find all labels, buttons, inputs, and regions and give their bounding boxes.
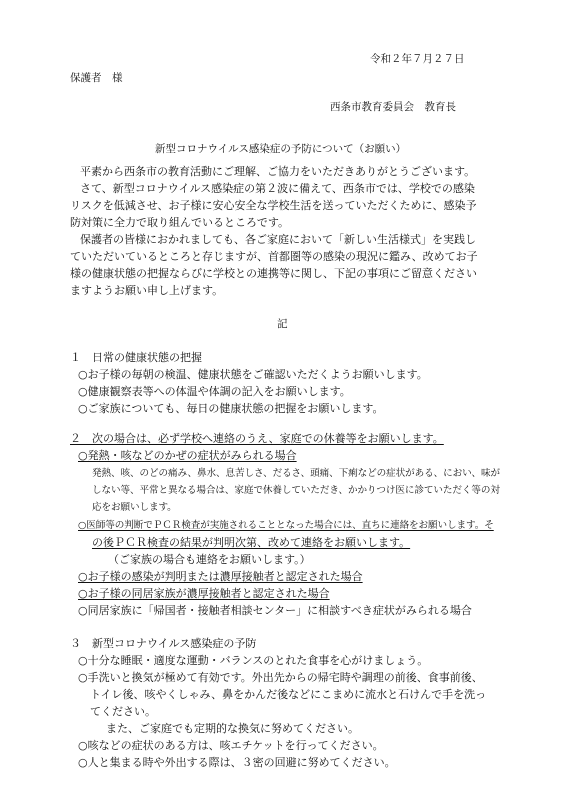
section-2-detail: しない等、平常と異なる場合は、家庭で休養していただき、かかりつけ医に診ていただく等の対 <box>92 485 500 496</box>
section-1-heading: １ 日常の健康状態の把握 <box>70 351 202 364</box>
intro-line: 様の健康状態の把握ならびに学校との連携等に関し、下記の事項にご留意ください <box>70 267 477 280</box>
section-3-line: ○人と集まる時や外出する際は、３密の回避に努めてください。 <box>78 756 396 769</box>
intro-line: ていただいているところと存じますが、首都圏等の感染の現況に鑑み、改めてお子 <box>70 250 478 263</box>
section-2-item: の後ＰＣＲ検査の結果が判明次第、改めて連絡をお願いします。 <box>92 536 411 549</box>
section-1-item: ○健康観察表等への体温や体調の記入をお願いします。 <box>78 385 351 398</box>
section-2-detail: 発熱、咳、のどの痛み、鼻水、息苦しさ、だるさ、頭痛、下痢などの症状がある、におい、味が <box>92 468 501 479</box>
intro-line: ますようお願い申し上げます。 <box>70 284 224 297</box>
section-2-heading: ２ 次の場合は、必ず学校へ連絡のうえ、家庭での休養等をお願いします。 <box>70 432 444 445</box>
section-3-line: ○手洗いと換気が極めて有効です。外出先からの帰宅時や調理の前後、食事前後、 <box>78 671 483 684</box>
section-1-item: ○ご家族についても、毎日の健康状態の把握をお願いします。 <box>78 402 384 415</box>
intro-line: 平素から西条市の教育活動にご理解、ご協力をいただきありがとうございます。 <box>80 165 476 178</box>
ki-marker: 記 <box>277 318 288 330</box>
section-2-note: （ご家族の場合も連絡をお願いします。） <box>108 553 311 566</box>
issue-date: 令和２年７月２７日 <box>370 53 465 65</box>
section-2-item: ○医師等の判断でＰＣＲ検査が実施されることとなった場合には、直ちに連絡をお願いします。そ <box>78 520 494 531</box>
section-3-line: ○十分な睡眠・適度な運動・バランスのとれた食事を心がけましょう。 <box>78 654 429 667</box>
intro-line: リスクを低減させ、お子様に安心安全な学校生活を送っていただくために、感染予 <box>70 199 477 212</box>
section-2-item: ○発熱・咳などのかぜの症状がみられる場合 <box>78 449 297 462</box>
section-3-line: トイレ後、咳やくしゃみ、鼻をかんだ後などにこまめに流水と石けんで手を洗っ <box>90 688 487 701</box>
section-3-line: また、ご家庭でも定期的な換気に努めてください。 <box>106 722 359 735</box>
section-3-heading: ３ 新型コロナウイルス感染症の予防 <box>70 637 257 650</box>
section-3-line: ○咳などの症状のある方は、咳エチケットを行ってください。 <box>78 739 384 752</box>
intro-line: 保護者の皆様におかれましても、各ご家庭において「新しい生活様式」を実践し <box>80 233 476 246</box>
intro-line: さて、新型コロナウイルス感染症の第２波に備えて、西条市では、学校での感染 <box>80 182 475 195</box>
section-1-item: ○お子様の毎朝の検温、健康状態をご確認いただくようお願いします。 <box>78 368 428 381</box>
section-3-line: てください。 <box>90 705 156 718</box>
document-title: 新型コロナウイルス感染症の予防について（お願い） <box>155 143 407 155</box>
addressee: 保護者 様 <box>70 72 123 84</box>
section-2-detail: 応をお願いします。 <box>92 502 177 513</box>
section-2-item: ○同居家族に「帰国者・接触者相談センター」に相談すべき症状がみられる場合 <box>78 604 472 617</box>
section-2-item: ○お子様の感染が判明または濃厚接触者と認定された場合 <box>78 570 363 583</box>
section-2-item: ○お子様の同居家族が濃厚接触者と認定された場合 <box>78 587 330 600</box>
intro-line: 防対策に全力で取り組んでいるところです。 <box>70 216 290 229</box>
sender: 西条市教育委員会 教育長 <box>330 101 456 113</box>
